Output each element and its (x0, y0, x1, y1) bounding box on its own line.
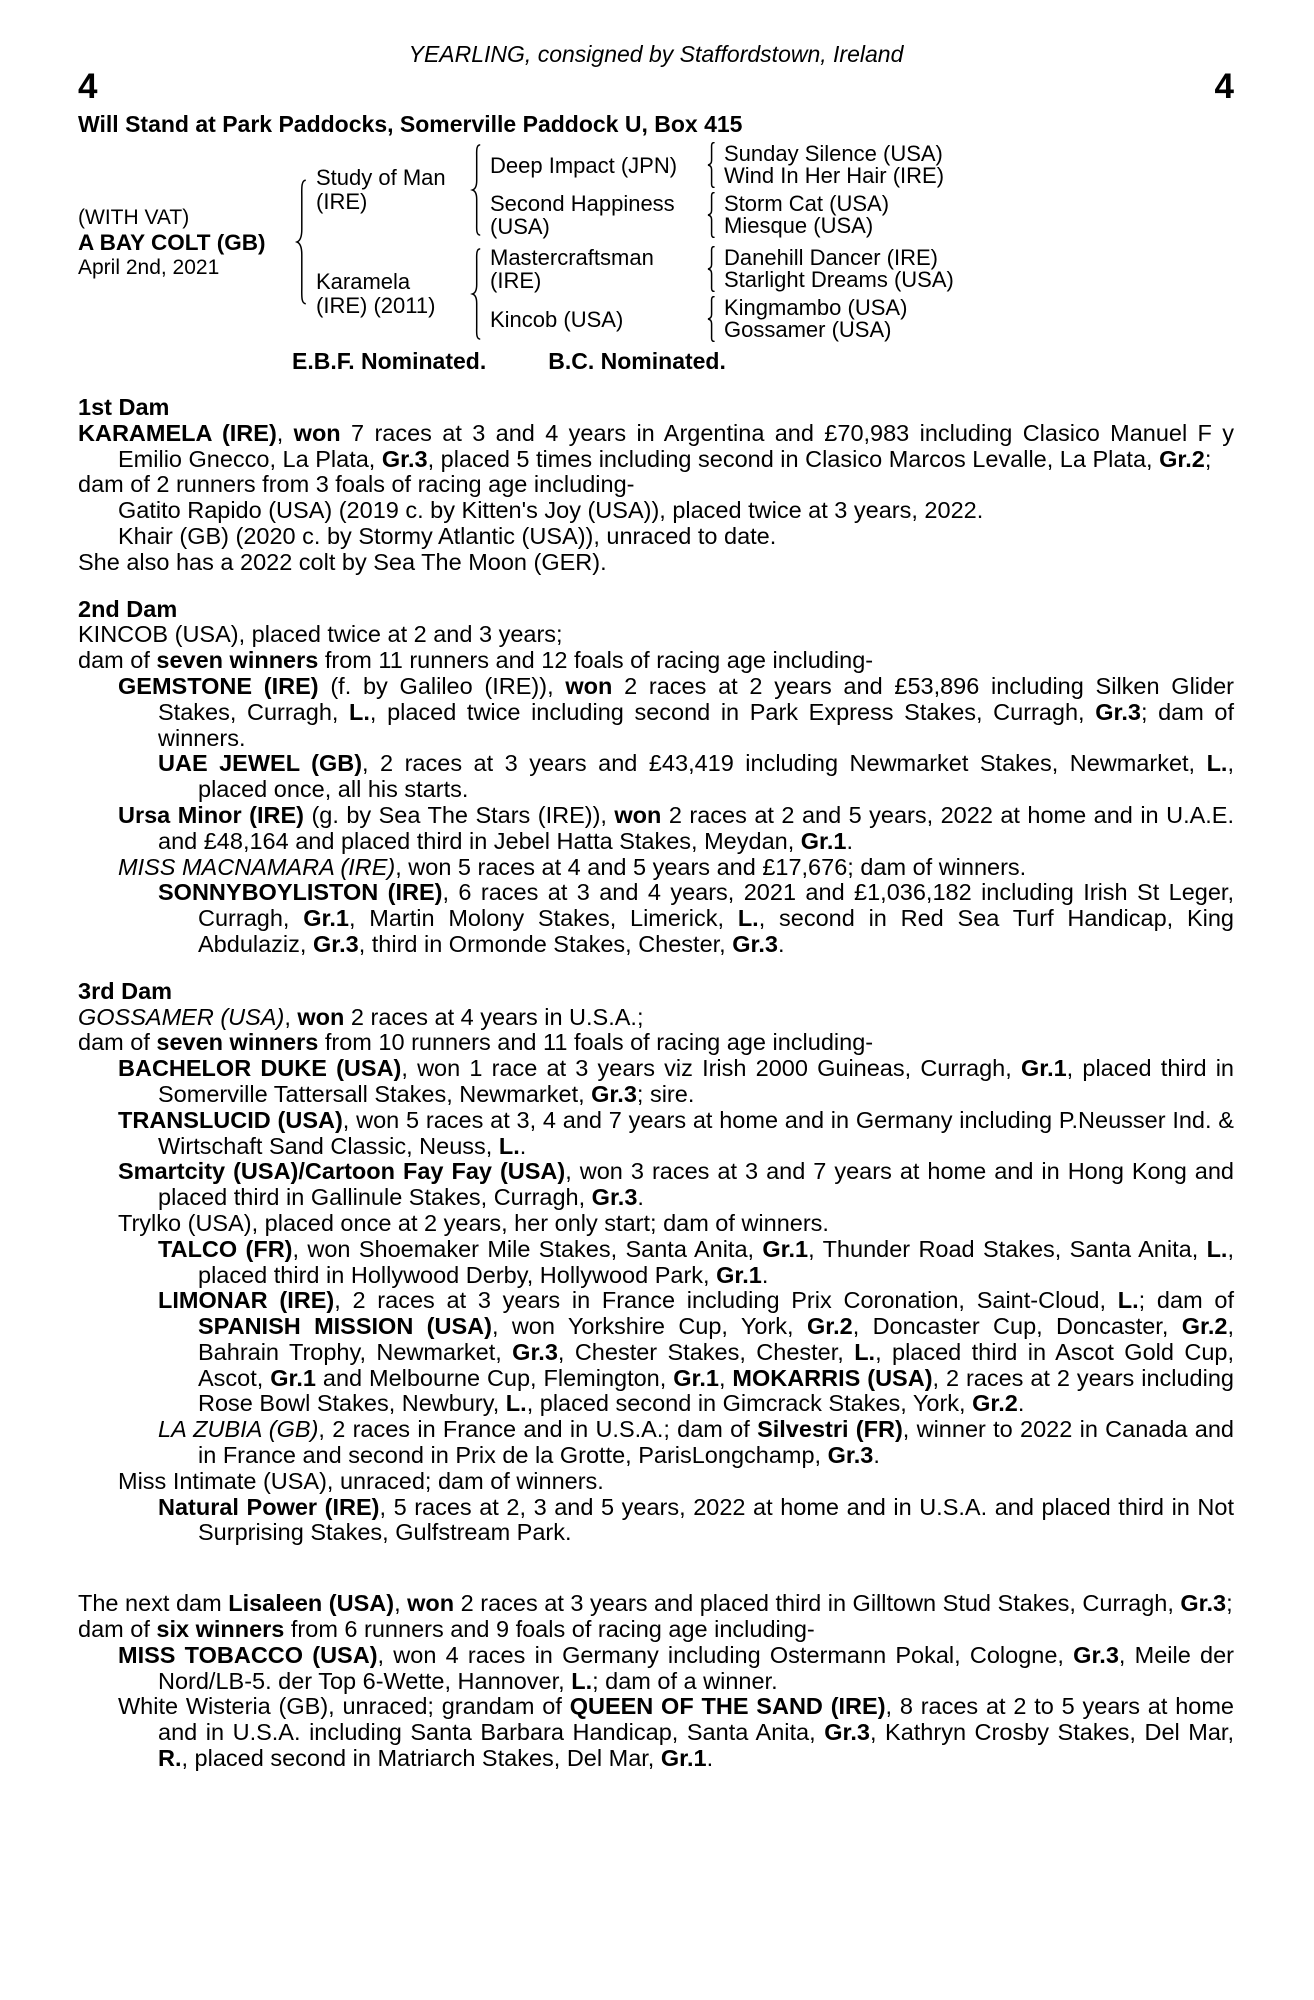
text-run: , placed third in Ascot Gold Cup, Ascot, (198, 1338, 1234, 1391)
dam-section-heading: 3rd Dam (78, 977, 173, 1004)
paternal-grandsire-group (490, 142, 944, 188)
emphasis-text: QUEEN OF THE SAND (IRE) (569, 1693, 886, 1720)
ancestor-name: Storm Cat (USA) (724, 190, 890, 216)
emphasis-text: Gr.1 (673, 1364, 719, 1391)
text-run: dam of (78, 647, 157, 674)
emphasis-text: Gr.3 (381, 445, 428, 472)
ancestor-name: Kingmambo (USA) (724, 294, 908, 320)
catalogue-paragraph (78, 1495, 1234, 1547)
text-run: . (846, 827, 854, 854)
emphasis-text: BACHELOR DUKE (USA) (118, 1055, 402, 1082)
catalogue-paragraph (78, 1030, 1234, 1056)
emphasis-text: Gr.1 (800, 827, 847, 854)
text-run: ; dam of (1138, 1287, 1234, 1314)
catalogue-paragraph (78, 1694, 1234, 1771)
brace-icon (293, 179, 309, 305)
text-run: from 10 runners and 11 foals of racing age including- (318, 1029, 874, 1056)
catalogue-paragraph (78, 1417, 1234, 1469)
text-run: Khair (GB) (2020 c. by Stormy Atlantic (USA)), unraced to date. (118, 522, 777, 549)
emphasis-text: Gr.1 (762, 1235, 809, 1262)
text-run: ; sire. (636, 1080, 695, 1107)
text-run: , second in Red Sea Turf Handicap, King Abdulaziz, (198, 905, 1235, 957)
emphasis-text: KARAMELA (IRE) (78, 419, 277, 446)
emphasis-text: six winners (156, 1616, 285, 1643)
text-run: , placed third in Somerville Tattersall Stakes, Newmarket, (158, 1055, 1234, 1107)
pedigree-table (78, 142, 1234, 342)
catalogue-paragraph (78, 1643, 1234, 1695)
text-run: 2 races at 2 and 5 years, 2022 at home and in U.A.E. and £48,164 and placed third in Jebel Hatta Stakes, Meydan, (158, 801, 1235, 854)
text-run: . (777, 930, 785, 957)
text-run: Miss Intimate (USA), unraced; dam of winners. (118, 1467, 604, 1494)
text-run: The next dam (78, 1590, 229, 1617)
paternal-granddam-name: Second Happiness (USA) (490, 191, 675, 239)
consignor-line: YEARLING, consigned by Staffordstown, Ireland (408, 41, 904, 67)
emphasis-text: Ursa Minor (IRE) (118, 801, 304, 828)
ancestor-name: Wind In Her Hair (IRE) (724, 163, 945, 188)
dam-branch (316, 246, 954, 342)
dam-grandparents (490, 246, 954, 342)
catalogue-paragraph (78, 1005, 1234, 1031)
maternal-grandsire-group (490, 246, 954, 292)
emphasis-text: R. (158, 1745, 182, 1772)
emphasis-text: L. (1206, 1235, 1228, 1262)
emphasis-text: Gr.1 (303, 905, 349, 932)
text-run: ; (1204, 445, 1212, 472)
emphasis-text: Gr.3 (1073, 1641, 1119, 1668)
text-run: , 2 races at 3 years and £43,419 including Newmarket Stakes, Newmarket, (362, 750, 1207, 777)
emphasis-text: seven winners (156, 1029, 319, 1056)
emphasis-text: Natural Power (IRE) (158, 1493, 380, 1520)
text-run: , (718, 1364, 733, 1391)
emphasis-text: TALCO (FR) (158, 1235, 293, 1262)
catalogue-paragraph (78, 550, 1234, 576)
emphasis-text: L. (505, 1390, 527, 1417)
catalogue-paragraph (78, 674, 1234, 751)
ancestor-name: Gossamer (USA) (724, 317, 892, 342)
brace-icon (705, 142, 717, 188)
emphasis-text: MOKARRIS (USA) (732, 1364, 933, 1391)
emphasis-text: Gr.3 (732, 930, 778, 957)
dam-name: Karamela (IRE) (2011) (316, 269, 436, 318)
text-run: . (519, 1132, 527, 1159)
catalogue-paragraph (78, 1469, 1234, 1495)
emphasis-text: Gr.3 (827, 1442, 874, 1469)
ancestor-name: Miesque (USA) (724, 213, 874, 238)
sire-grandparents (490, 142, 944, 238)
text-run: . (761, 1261, 769, 1288)
emphasis-text: GOSSAMER (USA) (78, 1003, 285, 1030)
sire-name: Study of Man (IRE) (316, 165, 446, 214)
brace-icon (705, 296, 717, 342)
catalogue-paragraph (78, 1288, 1234, 1417)
great-grandparents (724, 190, 890, 238)
emphasis-text: Gr.2 (806, 1313, 853, 1340)
text-run: , Thunder Road Stakes, Santa Anita, (808, 1235, 1207, 1262)
text-run: Gatito Rapido (USA) (2019 c. by Kitten's Joy (USA)), placed twice at 3 years, 2022. (118, 497, 984, 524)
text-run: . (873, 1442, 880, 1469)
text-run: , placed second in Matriarch Stakes, Del Mar, (181, 1745, 661, 1772)
dam-section-heading: 1st Dam (78, 394, 170, 420)
text-run: , won 1 race at 3 years viz Irish 2000 Guineas, Curragh, (401, 1055, 1021, 1082)
text-run: , (276, 419, 294, 446)
emphasis-text: L. (571, 1667, 593, 1694)
bc-nomination: B.C. Nominated. (548, 348, 726, 374)
emphasis-text: SONNYBOYLISTON (IRE) (158, 879, 443, 906)
emphasis-text: Gr.1 (716, 1261, 762, 1288)
subject-horse-block (78, 205, 290, 280)
emphasis-text: L. (349, 698, 370, 725)
catalogue-paragraph (78, 524, 1234, 550)
emphasis-text: Gr.3 (312, 930, 359, 957)
emphasis-text: Gr.3 (824, 1719, 870, 1746)
lot-number-right: 4 (1214, 67, 1234, 106)
text-run: , won 5 races at 4 and 5 years and £17,676; dam of winners. (395, 853, 1027, 880)
catalogue-paragraph (78, 855, 1234, 881)
emphasis-text: Smartcity (USA)/Cartoon Fay Fay (USA) (118, 1158, 566, 1185)
emphasis-text: L. (854, 1338, 876, 1365)
catalogue-paragraph (78, 498, 1234, 524)
great-grandparents (724, 140, 945, 188)
subject-horse-name: A BAY COLT (GB) (78, 229, 266, 255)
stand-location-line: Will Stand at Park Paddocks, Somerville Paddock U, Box 415 (78, 111, 743, 137)
text-run: , placed third in Hollywood Derby, Hollywood Park, (198, 1235, 1234, 1288)
text-run: , 8 races at 2 to 5 years at home and in U.S.A. including Santa Barbara Handicap, Santa Anita, (158, 1693, 1234, 1746)
pedigree-generations (316, 142, 954, 342)
emphasis-text: MISS MACNAMARA (IRE) (118, 853, 396, 880)
text-run: ; (1226, 1590, 1233, 1617)
maternal-granddam-name: Kincob (USA) (490, 306, 624, 332)
emphasis-text: Gr.3 (591, 1184, 638, 1211)
vat-note: (WITH VAT) (78, 205, 190, 229)
catalogue-paragraph (78, 648, 1234, 674)
text-run: dam of 2 runners from 3 foals of racing age including- (78, 471, 635, 498)
catalogue-body (78, 395, 1234, 1772)
brace-icon (469, 248, 483, 340)
emphasis-text: MISS TOBACCO (USA) (118, 1641, 378, 1668)
text-run: , third in Ormonde Stakes, Chester, (358, 930, 733, 957)
text-run: dam of (78, 1029, 157, 1056)
nominations-row (78, 348, 1234, 374)
text-run: from 6 runners and 9 foals of racing age including- (284, 1616, 815, 1643)
ancestor-name: Starlight Dreams (USA) (724, 267, 954, 292)
emphasis-text: LIMONAR (IRE) (158, 1287, 335, 1314)
emphasis-text: Gr.1 (270, 1364, 316, 1391)
catalogue-paragraph (78, 1108, 1234, 1160)
emphasis-text: won (297, 1003, 345, 1030)
text-run: , Meile der Nord/LB-5. der Top 6-Wette, Hannover, (158, 1641, 1234, 1694)
text-run: , 2 races at 2 years including Rose Bowl Stakes, Newbury, (198, 1364, 1234, 1417)
emphasis-text: Gr.3 (1180, 1590, 1227, 1617)
emphasis-text: Gr.1 (1020, 1055, 1067, 1082)
text-run: , placed second in Gimcrack Stakes, York, (526, 1390, 973, 1417)
brace-icon (469, 144, 483, 236)
emphasis-text: SPANISH MISSION (USA) (198, 1313, 492, 1340)
text-run: from 11 runners and 12 foals of racing age including- (318, 647, 874, 674)
text-run: . (706, 1745, 714, 1772)
text-run: , won Yorkshire Cup, York, (491, 1313, 807, 1340)
emphasis-text: UAE JEWEL (GB) (158, 750, 363, 777)
text-run: , 2 races in France and in U.S.A.; dam of (318, 1416, 758, 1443)
catalogue-paragraph (78, 421, 1234, 473)
emphasis-text: Gr.2 (1181, 1313, 1228, 1340)
catalogue-paragraph (78, 1159, 1234, 1211)
catalogue-paragraph (78, 803, 1234, 855)
text-run: 2 races at 3 years and placed third in Gilltown Stud Stakes, Curragh, (454, 1590, 1181, 1617)
text-run: , placed once, all his starts. (198, 750, 1234, 803)
catalogue-paragraph (78, 472, 1234, 498)
text-run: 7 races at 3 and 4 years in Argentina and £70,983 including Clasico Manuel F y Emilio Gnecco, La Plata, (118, 419, 1235, 472)
paternal-grandsire-name: Deep Impact (JPN) (490, 152, 678, 178)
text-run: , placed 5 times including second in Clasico Marcos Levalle, La Plata, (427, 445, 1160, 472)
emphasis-text: Gr.3 (1095, 698, 1141, 725)
catalogue-paragraph (78, 880, 1234, 957)
text-run: White Wisteria (GB), unraced; grandam of (118, 1693, 570, 1720)
text-run: , won 5 races at 3, 4 and 7 years at home and in Germany including P.Neusser Ind. & Wirtschaft Sand Classic, Neuss, (158, 1106, 1234, 1159)
text-run: , 2 races at 3 years in France including Prix Coronation, Saint-Cloud, (334, 1287, 1118, 1314)
text-run: . (637, 1184, 644, 1211)
maternal-grandsire-name: Mastercraftsman (IRE) (490, 245, 654, 293)
catalogue-paragraph (78, 751, 1234, 803)
emphasis-text: Gr.3 (591, 1080, 637, 1107)
text-run: 2 races at 4 years in U.S.A.; (344, 1003, 644, 1030)
emphasis-text: won (614, 801, 662, 828)
text-run: . (1017, 1390, 1025, 1417)
foal-date: April 2nd, 2021 (78, 255, 220, 279)
catalogue-paragraph (78, 1237, 1234, 1289)
sire-branch (316, 142, 954, 238)
catalogue-paragraph (78, 1211, 1234, 1237)
text-run: dam of (78, 1616, 157, 1643)
catalogue-paragraph (78, 1591, 1234, 1617)
lot-number-row (78, 68, 1234, 108)
great-grandparents (724, 244, 954, 292)
emphasis-text: GEMSTONE (IRE) (118, 672, 319, 699)
emphasis-text: TRANSLUCID (USA) (118, 1106, 343, 1133)
text-run: 2 races at 2 years and £53,896 including Silken Glider Stakes, Curragh, (158, 672, 1234, 725)
emphasis-text: L. (1206, 750, 1228, 777)
text-run: , won 3 races at 3 and 7 years at home and in Hong Kong and placed third in Gallinule Stakes, Curragh, (158, 1158, 1234, 1211)
maternal-granddam-group (490, 296, 954, 342)
text-run: , Doncaster Cup, Doncaster, (852, 1313, 1182, 1340)
text-run: , Bahrain Trophy, Newmarket, (198, 1313, 1234, 1365)
brace-icon (705, 192, 717, 238)
catalogue-paragraph (78, 1056, 1234, 1108)
emphasis-text: won (407, 1590, 455, 1617)
emphasis-text: LA ZUBIA (GB) (158, 1416, 319, 1443)
text-run: KINCOB (USA), placed twice at 2 and 3 years; (78, 621, 563, 648)
ancestor-name: Danehill Dancer (IRE) (724, 244, 938, 270)
paternal-granddam-group (490, 192, 944, 238)
text-run: Trylko (USA), placed once at 2 years, her only start; dam of winners. (118, 1209, 829, 1236)
text-run: (g. by Sea The Stars (IRE)), (303, 801, 615, 828)
emphasis-text: won (293, 419, 341, 446)
emphasis-text: L. (737, 905, 759, 932)
dam-section-heading: 2nd Dam (78, 595, 178, 622)
catalogue-paragraph (78, 622, 1234, 648)
text-run: , winner to 2022 in Canada and in France and second in Prix de la Grotte, ParisLongchamp, (198, 1416, 1235, 1469)
text-run: and Melbourne Cup, Flemington, (315, 1364, 674, 1391)
catalogue-paragraph (78, 1617, 1234, 1643)
text-run: ; dam of winners. (158, 698, 1235, 751)
emphasis-text: Lisaleen (USA) (228, 1590, 395, 1617)
text-run: , Martin Molony Stakes, Limerick, (348, 905, 738, 932)
emphasis-text: Gr.2 (972, 1390, 1018, 1417)
text-run: She also has a 2022 colt by Sea The Moon (GER). (78, 548, 607, 575)
text-run: , Kathryn Crosby Stakes, Del Mar, (869, 1719, 1234, 1746)
text-run: , Chester Stakes, Chester, (557, 1338, 855, 1365)
text-run: , (394, 1590, 408, 1617)
text-run: , won 4 races in Germany including Ostermann Pokal, Cologne, (377, 1641, 1074, 1668)
ebf-nomination: E.B.F. Nominated. (292, 348, 487, 374)
emphasis-text: Silvestri (FR) (757, 1416, 903, 1443)
emphasis-text: seven winners (156, 647, 319, 674)
emphasis-text: L. (1117, 1287, 1139, 1314)
text-run: , 5 races at 2, 3 and 5 years, 2022 at home and in U.S.A. and placed third in Not Surprising Stakes, Gulfstream Park. (198, 1493, 1235, 1546)
lot-number-left: 4 (78, 67, 98, 106)
text-run: (f. by Galileo (IRE)), (318, 672, 566, 699)
emphasis-text: Gr.3 (512, 1338, 558, 1365)
text-run: , won Shoemaker Mile Stakes, Santa Anita, (292, 1235, 763, 1262)
text-run: , 6 races at 3 and 4 years, 2021 and £1,036,182 including Irish St Leger, Curragh, (198, 879, 1234, 932)
emphasis-text: Gr.2 (1159, 445, 1205, 472)
brace-icon (705, 246, 717, 292)
great-grandparents (724, 294, 908, 342)
emphasis-text: L. (498, 1132, 520, 1159)
emphasis-text: won (565, 672, 613, 699)
text-run: , (284, 1003, 298, 1030)
text-run: ; dam of a winner. (592, 1667, 778, 1694)
text-run: , placed twice including second in Park Express Stakes, Curragh, (369, 698, 1096, 725)
ancestor-name: Sunday Silence (USA) (724, 140, 943, 166)
emphasis-text: Gr.1 (660, 1745, 707, 1772)
